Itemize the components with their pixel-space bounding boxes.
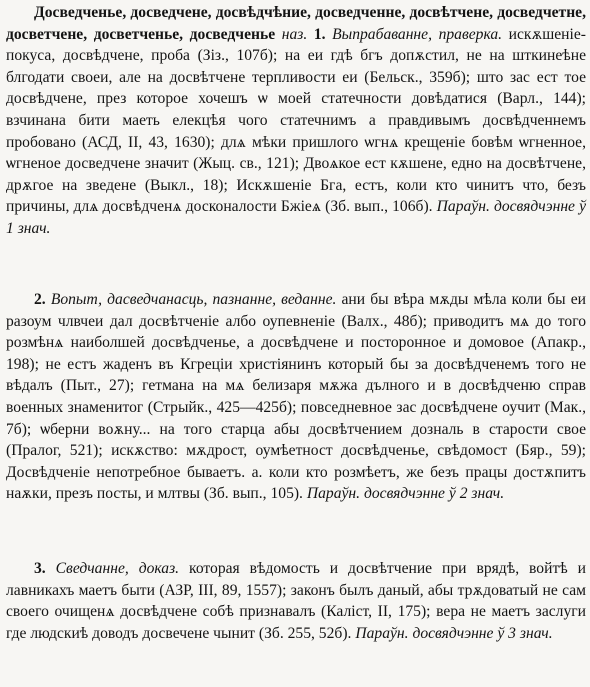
cross-reference: Параўн. досвядчэнне ў 3 знач. bbox=[355, 624, 553, 642]
sense-3-block bbox=[6, 558, 586, 644]
sense-citations: которая вѣдомость и досвѣтчение при врядѣ, войтѣ и лавникахъ маетъ быти (АЗР, III, 89, 1557); законъ былъ даный, абы трѫдоватый не сам своего очищенѧ досвѣдчене собѣ признавалъ (Каліст, II, 175); вера не маетъ заслуги где людскиѣ доводъ досвечене чынит (Зб. 255, 52б). bbox=[6, 560, 587, 642]
cross-reference: Параўн. досвядчэнне ў 1 знач. bbox=[6, 198, 586, 237]
sense-1-block bbox=[6, 2, 586, 240]
sense-definition: Выпрабаванне, праверка. bbox=[332, 25, 503, 43]
sense-definition: Сведчанне, доказ. bbox=[55, 560, 180, 577]
sense-2-block bbox=[6, 289, 586, 505]
sense-number: 2. bbox=[34, 291, 46, 308]
entry-headwords: Досведченье, досведчене, досвѣдчѣние, досведченне, досвѣтчене, досведчетне, досветчене, досветченье, досведченье bbox=[6, 4, 586, 43]
sense-number: 3. bbox=[34, 560, 46, 577]
sense-citations: искѫшеніе-покуса, досвѣдчене, проба (Зіз., 107б); на еи гдѣ бгъ допѫстил, не на шткинеѣне блгодати своеи, але на досвѣтчене терпливости еи (Бельск., 359б); што зас ест тое досвѣдчене, през которое хочешъ ѡ моей статечности довѣдатися (Варл., 144); взчинана бити маеть елекцѣя чого статечнимъ а правдивымъ досвѣдченнемъ пробовано (АСД, II, 43, 1630); длѧ мѣки пришлого ѡгнѧ крещеніе бовѣм ѡгненное, ѡгненое досведчене значит (Жыц. св., 121); Двоѧкое ест кѫшене, едно на досвѣтчене, дрѫгое на зведене (Выкл., 18); Искѫшеніе Бга, естъ, коли кто чинитъ что, безъ причины, длѧ досвѣдченѧ досконалости Бжіеѧ (Зб. вып., 106б). bbox=[6, 25, 586, 216]
sense-definition: Вопыт, дасведчанасць, пазнанне, веданне. bbox=[50, 291, 337, 308]
cross-reference: Параўн. досвядчэнне ў 2 знач. bbox=[306, 485, 505, 503]
sense-citations: ани бы вѣра мѫды мѣла коли бы еи разоум члвчеи дал досвѣтченіе албо оупевненіе (Валх., 48б); приводитъ мѧ до того розмѣнѧ наиболшей досвѣдченье, а досвѣдчене и посторонное и домовое (Апакр., 198); не естъ жаденъ въ Кгреціи христіянинъ который бы за досвѣдченемъ того не вѣдалъ (Пыт., 27); гетмана на мѧ белизаря мѫжа дълного и в досвѣдченю справ военных знаменитог (Стрыйк., 425—425б); повседневное зас досвѣдчене оучит (Мак., 7б); ѡберни воѫну... на того старца абы досвѣтчением дозналь в старости свое (Пралог, 521); искѫство: мѫдрост, оумѣетност досвѣдченье, свѣдомост (Бяр., 59); Досвѣдченіе непотребное бываетъ. а. коли кто розмѣетъ, же безъ працы достѫпитъ наѫки, презъ посты, и млтвы (Зб. вып., 105). bbox=[6, 291, 587, 503]
part-of-speech: наз. bbox=[281, 25, 308, 43]
sense-number: 1. bbox=[313, 25, 326, 43]
